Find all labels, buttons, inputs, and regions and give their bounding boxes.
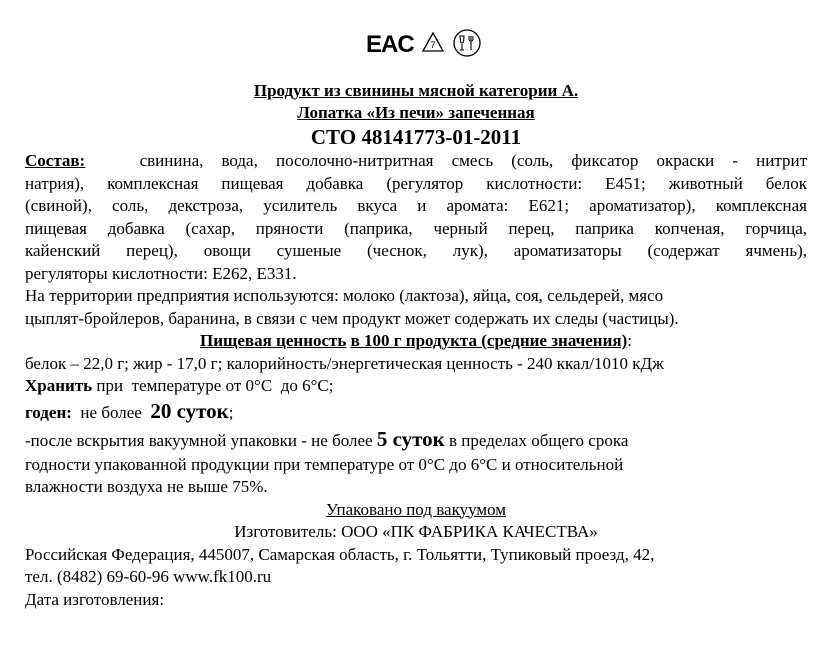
production-date-label: Дата изготовления: [25,589,165,609]
after-opening-value: 5 суток [376,426,445,451]
composition-line-3: (свиной), соль, декстроза, усилитель вкуса и аромата: Е621; ароматизатор), комплексная [25,196,807,215]
composition-line-6: регуляторы кислотности: Е262, Е331. [25,263,297,283]
allergens-line-2: цыплят-бройлеров, баранина, в связи с чем продукт может содержать их следы (частицы). [25,308,679,328]
composition-line-1: Состав: свинина, вода, посолочно-нитритная смесь (соль, фиксатор окраски - нитрит [25,151,808,170]
manufacturer: Изготовитель: ООО «ПК ФАБРИКА КАЧЕСТВА» [234,522,598,541]
standard-number: СТО 48141773-01-2011 [310,125,522,149]
recycle-triangle-icon [420,30,446,61]
shelf-life: годен: не более 20 суток; [25,398,234,423]
product-label [25,80,807,611]
shelf-life-value: 20 суток [150,398,229,423]
storage-conditions: Хранить при температуре от 0°С до 6°С; [25,376,334,395]
address-line-1: Российская Федерация, 445007, Самарская область, г. Тольятти, Тупиковый проезд, 42, [25,544,655,564]
nutrition-heading: Пищевая ценность в 100 г продукта (средние значения): [200,331,632,350]
packaging-note: Упаковано под вакуумом [325,499,507,519]
recycle-number: 7 [430,39,436,50]
certification-marks [366,28,482,62]
product-title-line1: Продукт из свинины мясной категории А. [253,81,579,100]
shelf-life-label: годен: [25,402,72,422]
after-opening-line-2: годности упакованной продукции при температуре от 0°С до 6°С и относительной [25,454,624,474]
allergens-line-1: На территории предприятия используются: молоко (лактоза), яйца, соя, сельдерей, мясо [25,286,664,305]
composition-line-5: кайенский перец), овощи сушеные (чеснок, лук), ароматизаторы (содержат ячмень), [25,241,807,260]
composition-line-2: натрия), комплексная пищевая добавка (регулятор кислотности: Е451; животный белок [25,173,807,193]
storage-label: Хранить [25,376,93,395]
composition-label: Состав: [25,151,86,170]
nutrition-values: белок – 22,0 г; жир - 17,0 г; калорийность/энергетическая ценность - 240 ккал/1010 кДж [25,353,664,373]
eac-mark: EAC [366,31,414,58]
after-opening-line-1: -после вскрытия вакуумной упаковки - не более 5 суток в пределах общего срока [25,426,629,451]
food-grade-glass-fork-icon [452,28,482,63]
product-title-line2: Лопатка «Из печи» запеченная [297,103,535,122]
composition-line-4: пищевая добавка (сахар, пряности (паприка, черный перец, паприка копченая, горчица, [25,218,807,238]
after-opening-line-3: влажности воздуха не выше 75%. [25,477,268,496]
address-line-2: тел. (8482) 69-60-96 www.fk100.ru [25,567,272,586]
